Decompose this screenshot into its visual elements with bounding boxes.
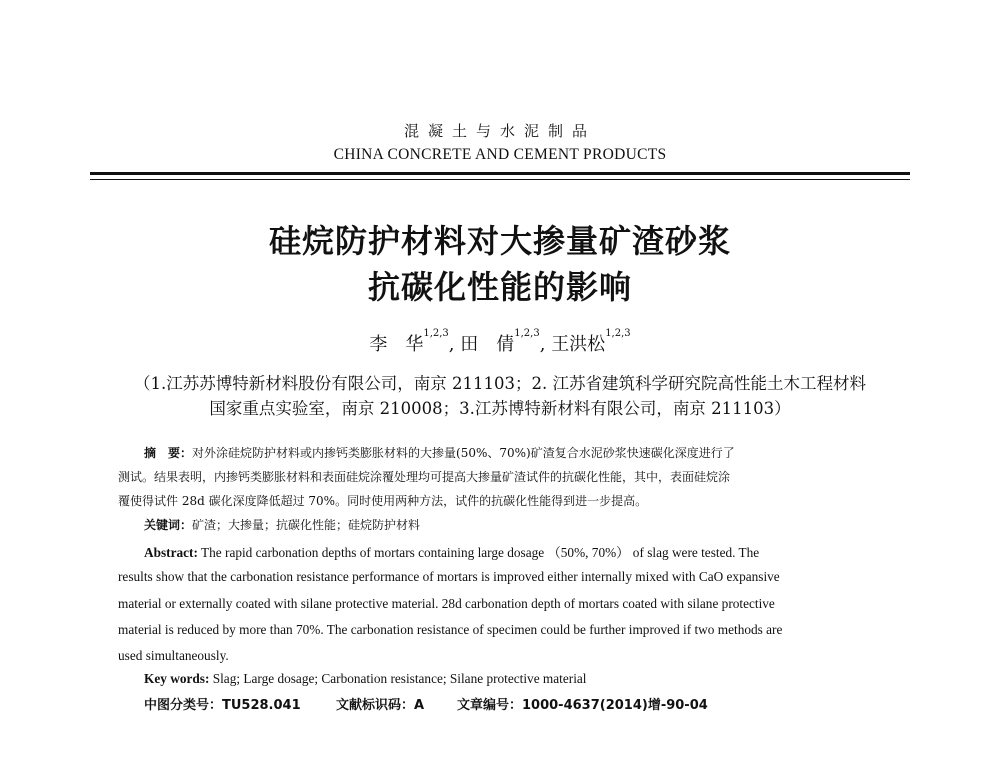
keywords-en-text: Slag; Large dosage; Carbonation resistance; Silane protective material	[212, 671, 587, 686]
paper-title-line-1: 硅烷防护材料对大掺量矿渣砂浆	[268, 222, 731, 260]
abstract-en-label: Abstract:	[144, 545, 198, 560]
abstract-cn-line-2: 测试。结果表明，内掺钙类膨胀材料和表面硅烷涂覆处理均可提高大掺量矿渣试件的抗碳化性能，其中，表面硅烷涂	[118, 470, 731, 484]
author-name: 李 华	[369, 334, 424, 355]
author-separator: ,	[539, 334, 546, 355]
author-affiliation-marks: 1,2,3	[605, 328, 631, 339]
header-rule-thick	[90, 172, 910, 175]
author-separator: ,	[448, 334, 455, 355]
abstract-en-line-5: used simultaneously.	[118, 648, 229, 663]
keywords-cn	[144, 513, 420, 537]
author-affiliation-marks: 1,2,3	[423, 328, 449, 339]
abstract-en-line-4: material is reduced by more than 70%. The carbonation resistance of specimen could be further improved if two methods are	[118, 622, 783, 637]
article-number: 文章编号：1000-4637(2014)增-90-04	[457, 698, 708, 713]
abstract-cn-line-3: 覆使得试件 28d 碳化深度降低超过 70%。同时使用两种方法，试件的抗碳化性能得到进一步提高。	[118, 494, 648, 508]
journal-name-en: CHINA CONCRETE AND CEMENT PRODUCTS	[333, 146, 667, 163]
keywords-en-label: Key words:	[144, 671, 210, 686]
abstract-en-line-3: material or externally coated with silane protective material. 28d carbonation depth of mortars coated with silane protective	[118, 596, 775, 611]
abstract-en-line-2: results show that the carbonation resistance performance of mortars is improved either internally mixed with CaO expansive	[118, 569, 780, 584]
abstract-cn-line-1: 对外涂硅烷防护材料或内掺钙类膨胀材料的大掺量(50%、70%)矿渣复合水泥砂浆快速碳化深度进行了	[192, 446, 735, 460]
affiliation-line-2: 国家重点实验室，南京 210008；3.江苏博特新材料有限公司，南京 211103）	[209, 399, 791, 418]
journal-name-cn: 混凝土与水泥制品	[403, 122, 596, 140]
author-name: 王洪松	[551, 334, 606, 355]
abstract-cn-label: 摘 要：	[144, 446, 193, 460]
author-name: 田 倩	[460, 334, 515, 355]
document-code: 文献标识码：A	[336, 698, 425, 713]
author-affiliation-marks: 1,2,3	[514, 328, 540, 339]
abstract-en-line-1: The rapid carbonation depths of mortars containing large dosage （50%, 70%） of slag were tested. The	[201, 545, 760, 560]
header-rule-thin	[90, 179, 910, 180]
keywords-cn-text: 矿渣；大掺量；抗碳化性能；硅烷防护材料	[192, 518, 421, 532]
keywords-en	[144, 671, 587, 687]
clc-number: 中图分类号：TU528.041	[144, 698, 301, 713]
keywords-cn-label: 关键词：	[144, 518, 193, 532]
paper-title-line-2: 抗碳化性能的影响	[367, 268, 632, 306]
affiliation-line-1: （1.江苏苏博特新材料股份有限公司，南京 211103；2. 江苏省建筑科学研究院高性能土木工程材料	[134, 374, 866, 393]
author-list	[0, 330, 1000, 356]
